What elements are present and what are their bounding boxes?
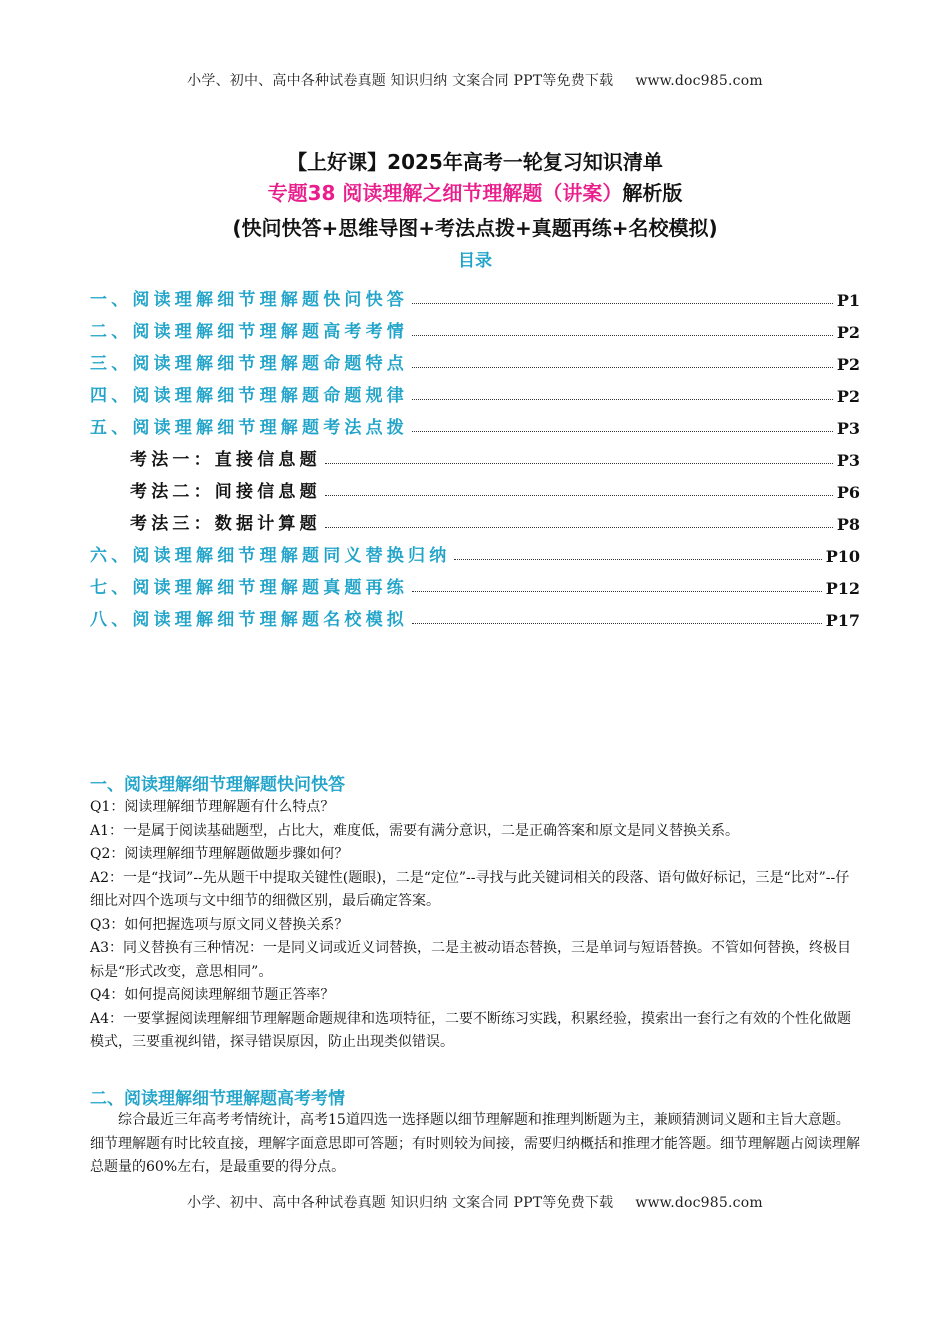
question-line: Q2：阅读理解细节理解题做题步骤如何？ bbox=[90, 846, 349, 862]
toc-heading: 目录 bbox=[458, 251, 492, 271]
toc-leader-dots bbox=[412, 399, 833, 400]
section-2-title: 二、阅读理解细节理解题高考考情 bbox=[90, 1089, 345, 1109]
doc-subtitle-topic: 专题38 阅读理解之细节理解题（讲案） bbox=[267, 181, 623, 205]
toc-entry[interactable] bbox=[90, 534, 860, 566]
toc-entry-label: 七、阅读理解细节理解题真题再练 bbox=[90, 578, 408, 598]
toc-entry-label: 二、阅读理解细节理解题高考考情 bbox=[90, 322, 408, 342]
toc-entry-page: P8 bbox=[836, 515, 860, 534]
toc-entry-page: P2 bbox=[836, 355, 860, 374]
header-site-link[interactable]: www.doc985.com bbox=[635, 73, 763, 89]
toc-entry-label: 四、阅读理解细节理解题命题规律 bbox=[90, 386, 408, 406]
toc-leader-dots bbox=[325, 463, 833, 464]
toc-entry-page: P2 bbox=[836, 387, 860, 406]
toc-entry-page: P3 bbox=[836, 419, 860, 438]
toc-entry[interactable] bbox=[90, 566, 860, 598]
toc-entry[interactable] bbox=[90, 310, 860, 342]
toc-entry-page: P3 bbox=[836, 451, 860, 470]
question-line: Q1：阅读理解细节理解题有什么特点？ bbox=[90, 799, 335, 815]
toc-leader-dots bbox=[325, 527, 833, 528]
toc-entry[interactable] bbox=[90, 278, 860, 310]
toc-entry-page: P1 bbox=[836, 291, 860, 310]
page-footer bbox=[0, 1192, 950, 1212]
answer-line: A2：一是“找词”--先从题干中提取关键性(题眼)，二是“定位”--寻找与此关键词相关的段落、语句做好标记，三是“比对”--仔细比对四个选项与文中细节的细微区别，最后确定答案。 bbox=[90, 869, 850, 909]
toc-leader-dots bbox=[454, 559, 821, 560]
toc-leader-dots bbox=[412, 335, 833, 336]
toc-entry-label: 八、阅读理解细节理解题名校模拟 bbox=[90, 610, 408, 630]
toc-leader-dots bbox=[325, 495, 833, 496]
doc-subtitle bbox=[0, 177, 950, 206]
toc-leader-dots bbox=[412, 623, 822, 624]
question-line: Q4：如何提高阅读理解细节题正答率？ bbox=[90, 987, 335, 1003]
toc-entry-label: 考法一：直接信息题 bbox=[130, 450, 321, 470]
toc-leader-dots bbox=[412, 591, 822, 592]
toc-entry[interactable] bbox=[90, 598, 860, 630]
toc-entry-label: 六、阅读理解细节理解题同义替换归纳 bbox=[90, 546, 451, 566]
answer-line: A4：一要掌握阅读理解细节理解题命题规律和选项特征，二要不断练习实践，积累经验，摸索出一套行之有效的个性化做题模式，三要重视纠错，探寻错误原因，防止出现类似错误。 bbox=[90, 1010, 852, 1050]
toc-entry-page: P6 bbox=[836, 483, 860, 502]
doc-subtitle-contents: (快问快答+思维导图+考法点拨+真题再练+名校模拟) bbox=[232, 216, 718, 240]
toc-entry-page: P12 bbox=[825, 579, 860, 598]
toc-entry-page: P2 bbox=[836, 323, 860, 342]
toc-leader-dots bbox=[412, 431, 833, 432]
toc-entry[interactable] bbox=[90, 438, 860, 470]
toc-entry-label: 五、阅读理解细节理解题考法点拨 bbox=[90, 418, 408, 438]
footer-text: 小学、初中、高中各种试卷真题 知识归纳 文案合同 PPT等免费下载 bbox=[187, 1195, 614, 1211]
section-2-body bbox=[90, 1109, 862, 1180]
toc-entry-label: 考法三：数据计算题 bbox=[130, 514, 321, 534]
toc-entry-label: 一、阅读理解细节理解题快问快答 bbox=[90, 290, 408, 310]
toc-entry[interactable] bbox=[90, 502, 860, 534]
footer-site-link[interactable]: www.doc985.com bbox=[635, 1195, 763, 1211]
section-1-qa bbox=[90, 796, 862, 1055]
table-of-contents bbox=[90, 278, 860, 630]
toc-leader-dots bbox=[412, 367, 833, 368]
section-2-paragraph: 综合最近三年高考考情统计，高考15道四选一选择题以细节理解题和推理判断题为主，兼顾猜测词义题和主旨大意题。细节理解题有时比较直接，理解字面意思即可答题；有时则较为间接，需要归纳概括和推理才能答题。细节理解题占阅读理解总题量的60%左右，是最重要的得分点。 bbox=[90, 1112, 860, 1175]
toc-entry[interactable] bbox=[90, 470, 860, 502]
toc-entry[interactable] bbox=[90, 342, 860, 374]
toc-entry-label: 考法二：间接信息题 bbox=[130, 482, 321, 502]
header-text: 小学、初中、高中各种试卷真题 知识归纳 文案合同 PPT等免费下载 bbox=[187, 73, 614, 89]
doc-subtitle-version: 解析版 bbox=[622, 181, 683, 205]
answer-line: A3：同义替换有三种情况：一是同义词或近义词替换，二是主被动语态替换，三是单词与短语替换。不管如何替换，终极目标是“形式改变，意思相同”。 bbox=[90, 940, 852, 980]
section-1-title: 一、阅读理解细节理解题快问快答 bbox=[90, 775, 345, 795]
toc-entry[interactable] bbox=[90, 374, 860, 406]
doc-title: 【上好课】2025年高考一轮复习知识清单 bbox=[287, 150, 663, 174]
toc-entry-page: P10 bbox=[825, 547, 860, 566]
toc-entry[interactable] bbox=[90, 406, 860, 438]
question-line: Q3：如何把握选项与原文同义替换关系？ bbox=[90, 916, 349, 933]
toc-entry-label: 三、阅读理解细节理解题命题特点 bbox=[90, 354, 408, 374]
toc-leader-dots bbox=[412, 303, 833, 304]
page-header bbox=[0, 70, 950, 90]
toc-entry-page: P17 bbox=[825, 611, 860, 630]
answer-line: A1：一是属于阅读基础题型，占比大，难度低，需要有满分意识，二是正确答案和原文是同义替换关系。 bbox=[90, 822, 740, 839]
